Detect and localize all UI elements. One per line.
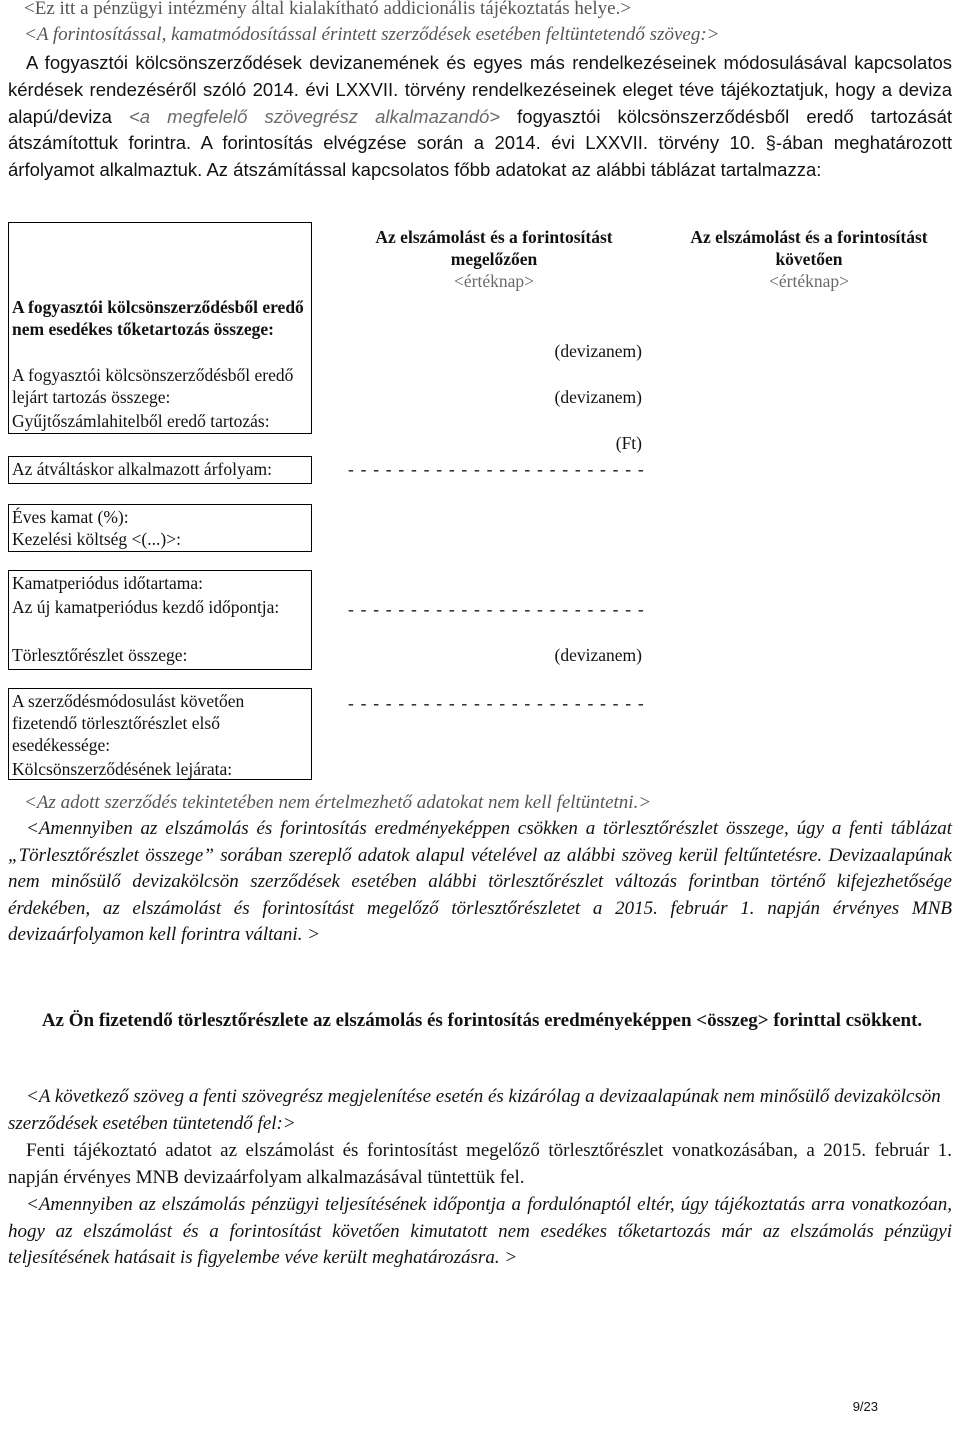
row-fee-label: Kezelési költség <(...)>: <box>12 529 181 549</box>
intro-paragraph-part1: A fogyasztói kölcsönszerződések devizanemének és egyes más rendelkezéseinek módosulásával kapcsolatos kérdések rendezéséről szóló 2014. évi LXXVII. törvény rendelkezéseinek eleget téve tájékoztatjuk, hogy a deviza alapú/deviza <box>8 52 952 127</box>
first-due-dashes: - - - - - - - - - - - - - - - - - - - - - - - - <box>348 693 645 713</box>
conversion-table <box>8 222 958 782</box>
row-interest-label: Éves kamat (%): <box>12 507 129 527</box>
row-rate-label: Az átváltáskor alkalmazott árfolyam: <box>12 459 272 479</box>
row-period-label: Kamatperiódus időtartama: <box>12 573 203 593</box>
intro-paragraph <box>8 50 952 184</box>
row-maturity-label: Kölcsönszerződésének lejárata: <box>12 759 233 779</box>
note-settlement-date: <Amennyiben az elszámolás pénzügyi teljesítésének időpontja a fordulónaptól eltér, úgy tájékoztatás arra vonatkozóan, hogy az elszámolást és a forintosítást követően kimutatott nem esedékes tőketartozás már az elszámolás pénzügyi teljesítésének hatásait is figyelembe véve került meghatározásra. > <box>8 1194 952 1269</box>
row-first-due-label: A szerződésmódosulást követően fizetendő törlesztőrészlet első esedékessége: <box>12 691 245 755</box>
header-before-date: <értéknap> <box>454 271 534 291</box>
overdue-unit: (devizanem) <box>554 387 642 407</box>
row-overdue-label: A fogyasztói kölcsönszerződésből eredő lejárt tartozás összege: <box>12 365 294 407</box>
header-after-label: Az elszámolást és a forintosítást követően <box>690 227 928 269</box>
collect-unit: (Ft) <box>615 433 642 453</box>
intro-line-2: <A forintosítással, kamatmódosítással érintett szerződések esetében feltüntetendő szöveg:> <box>24 24 720 45</box>
intro-paragraph-placeholder: <a megfelelő szövegrész alkalmazandó> <box>128 105 501 127</box>
header-before <box>346 226 642 292</box>
row-new-period-label: Az új kamatperiódus kezdő időpontja: <box>12 597 280 617</box>
header-after-date: <értéknap> <box>769 271 849 291</box>
row-principal-label: A fogyasztói kölcsönszerződésből eredő nem esedékes tőketartozás összege: <box>12 297 304 339</box>
note-following-text: <A következő szöveg a fenti szövegrész megjelenítése esetén és kizárólag a devizaalapúnak nem minősülő devizakölcsön szerződések esetében tüntetendő fel:> <box>8 1086 941 1134</box>
page-number: 9/23 <box>852 1399 878 1414</box>
intro-line-1: <Ez itt a pénzügyi intézmény által kialakítható addicionális tájékoztatás helye.> <box>24 0 632 19</box>
note-reference-rate: Fenti tájékoztató adatot az elszámolást és forintosítást megelőző törlesztőrészlet vonatkozásában, a 2015. február 1. napján érvényes MNB devizaárfolyam alkalmazásával tüntettük fel. <box>8 1140 952 1188</box>
note-installment-decrease: <Amennyiben az elszámolás és forintosítás eredményeképpen csökken a törlesztőrészlet összege, úgy a fenti táblázat „Törlesztőrészlet összege” sorában szereplő adatok alapul vételével az alábbi szöveg kerül feltűntetésre. Devizaalapúnak nem minősülő devizakölcsön szerződések esetében alábbi törlesztőrészlet változás forintban történő kifejezhetősége érdekében, az elszámolást és forintosítást megelőző törlesztőrészletet a 2015. február 1. napján érvényes MNB devizaárfolyamon kell forintra váltani. > <box>8 818 952 946</box>
rate-dashes: - - - - - - - - - - - - - - - - - - - - - - - - <box>348 459 645 479</box>
new-period-dashes: - - - - - - - - - - - - - - - - - - - - - - - - <box>348 599 645 619</box>
intro-paragraph-part2: fogyasztói kölcsönszerződésből eredő tartozását átszámítottuk forintra. A forintosítás elvégzése során a 2014. évi LXXVII. törvény 10. §-ában meghatározott árfolyamot alkalmaztuk. Az átszámítással kapcsolatos főbb adatokat az alábbi táblázat tartalmazza: <box>8 105 953 181</box>
header-after <box>666 226 952 292</box>
installment-unit: (devizanem) <box>554 645 642 665</box>
row-collect-label: Gyűjtőszámlahitelből eredő tartozás: <box>12 411 270 431</box>
row-installment-label: Törlesztőrészlet összege: <box>12 645 188 665</box>
note-not-applicable: <Az adott szerződés tekintetében nem értelmezhető adatokat nem kell feltüntetni.> <box>24 792 652 813</box>
header-before-label: Az elszámolást és a forintosítást megelőzően <box>375 227 613 269</box>
bold-statement: Az Ön fizetendő törlesztőrészlete az elszámolás és forintosítás eredményeképpen <összeg> forinttal csökkent. <box>41 1010 923 1031</box>
principal-unit: (devizanem) <box>554 341 642 361</box>
